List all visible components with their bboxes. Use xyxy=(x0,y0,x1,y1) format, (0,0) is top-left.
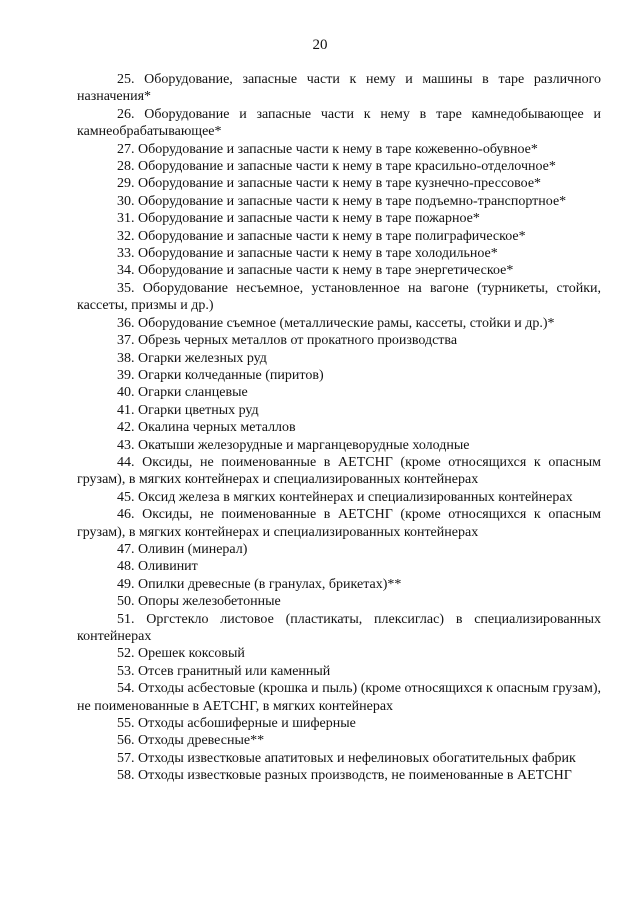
list-item: 42. Окалина черных металлов xyxy=(117,420,296,436)
list-item: 57. Отходы известковые апатитовых и нефелиновых обогатительных фабрик xyxy=(117,750,576,766)
list-item: 29. Оборудование и запасные части к нему в таре кузнечно-прессовое* xyxy=(117,176,542,192)
list-item: 26. Оборудование и запасные части к нему в таре камнедобывающее и камнеобрабатывающее* xyxy=(77,106,601,140)
list-item: 30. Оборудование и запасные части к нему в таре подъемно-транспортное* xyxy=(117,193,567,209)
list-item: 44. Оксиды, не поименованные в АЕТСНГ (кроме относящихся к опасным грузам), в мягких контейнерах и специализированных контейнерах xyxy=(77,454,601,488)
list-item: 36. Оборудование съемное (металлические рамы, кассеты, стойки и др.)* xyxy=(117,315,555,331)
list-item: 37. Обрезь черных металлов от прокатного производства xyxy=(117,333,458,349)
list-item: 43. Окатыши железорудные и марганцеворудные холодные xyxy=(117,437,470,453)
list-item: 34. Оборудование и запасные части к нему в таре энергетическое* xyxy=(117,263,514,279)
list-item: 28. Оборудование и запасные части к нему в таре красильно-отделочное* xyxy=(117,159,556,175)
list-item: 51. Оргстекло листовое (пластикаты, плексиглас) в специализированных контейнерах xyxy=(77,611,601,644)
list-item: 50. Опоры железобетонные xyxy=(117,594,281,610)
document-body xyxy=(77,71,601,785)
list-item: 31. Оборудование и запасные части к нему в таре пожарное* xyxy=(117,211,480,227)
list-item: 48. Оливинит xyxy=(117,559,198,575)
list-item: 33. Оборудование и запасные части к нему в таре холодильное* xyxy=(117,246,498,262)
list-item: 47. Оливин (минерал) xyxy=(117,541,248,557)
list-item: 56. Отходы древесные** xyxy=(117,733,265,749)
list-item: 55. Отходы асбошиферные и шиферные xyxy=(117,716,356,732)
list-item: 52. Орешек коксовый xyxy=(117,646,245,662)
list-item: 49. Опилки древесные (в гранулах, брикетах)** xyxy=(117,576,402,592)
list-item: 38. Огарки железных руд xyxy=(117,350,267,366)
list-item: 45. Оксид железа в мягких контейнерах и специализированных контейнерах xyxy=(117,489,573,505)
page-number: 20 xyxy=(312,37,328,53)
list-item: 54. Отходы асбестовые (крошка и пыль) (кроме относящихся к опасным грузам), не поименованные в АЕТСНГ, в мягких контейнерах xyxy=(77,681,601,714)
list-item: 41. Огарки цветных руд xyxy=(117,402,259,418)
list-item: 53. Отсев гранитный или каменный xyxy=(117,663,331,679)
list-item: 40. Огарки сланцевые xyxy=(117,385,248,401)
list-item: 35. Оборудование несъемное, установленное на вагоне (турникеты, стойки, кассеты, призмы и др.) xyxy=(77,280,601,314)
list-item: 46. Оксиды, не поименованные в АЕТСНГ (кроме относящихся к опасным грузам), в мягких контейнерах и специализированных контейнерах xyxy=(77,507,601,540)
list-item: 25. Оборудование, запасные части к нему и машины в таре различного назначения* xyxy=(77,72,601,105)
list-item: 58. Отходы известковые разных производств, не поименованные в АЕТСНГ xyxy=(117,768,572,784)
list-item: 32. Оборудование и запасные части к нему в таре полиграфическое* xyxy=(117,228,526,244)
list-item: 39. Огарки колчеданные (пиритов) xyxy=(117,367,324,383)
list-item: 27. Оборудование и запасные части к нему в таре кожевенно-обувное* xyxy=(117,141,538,157)
